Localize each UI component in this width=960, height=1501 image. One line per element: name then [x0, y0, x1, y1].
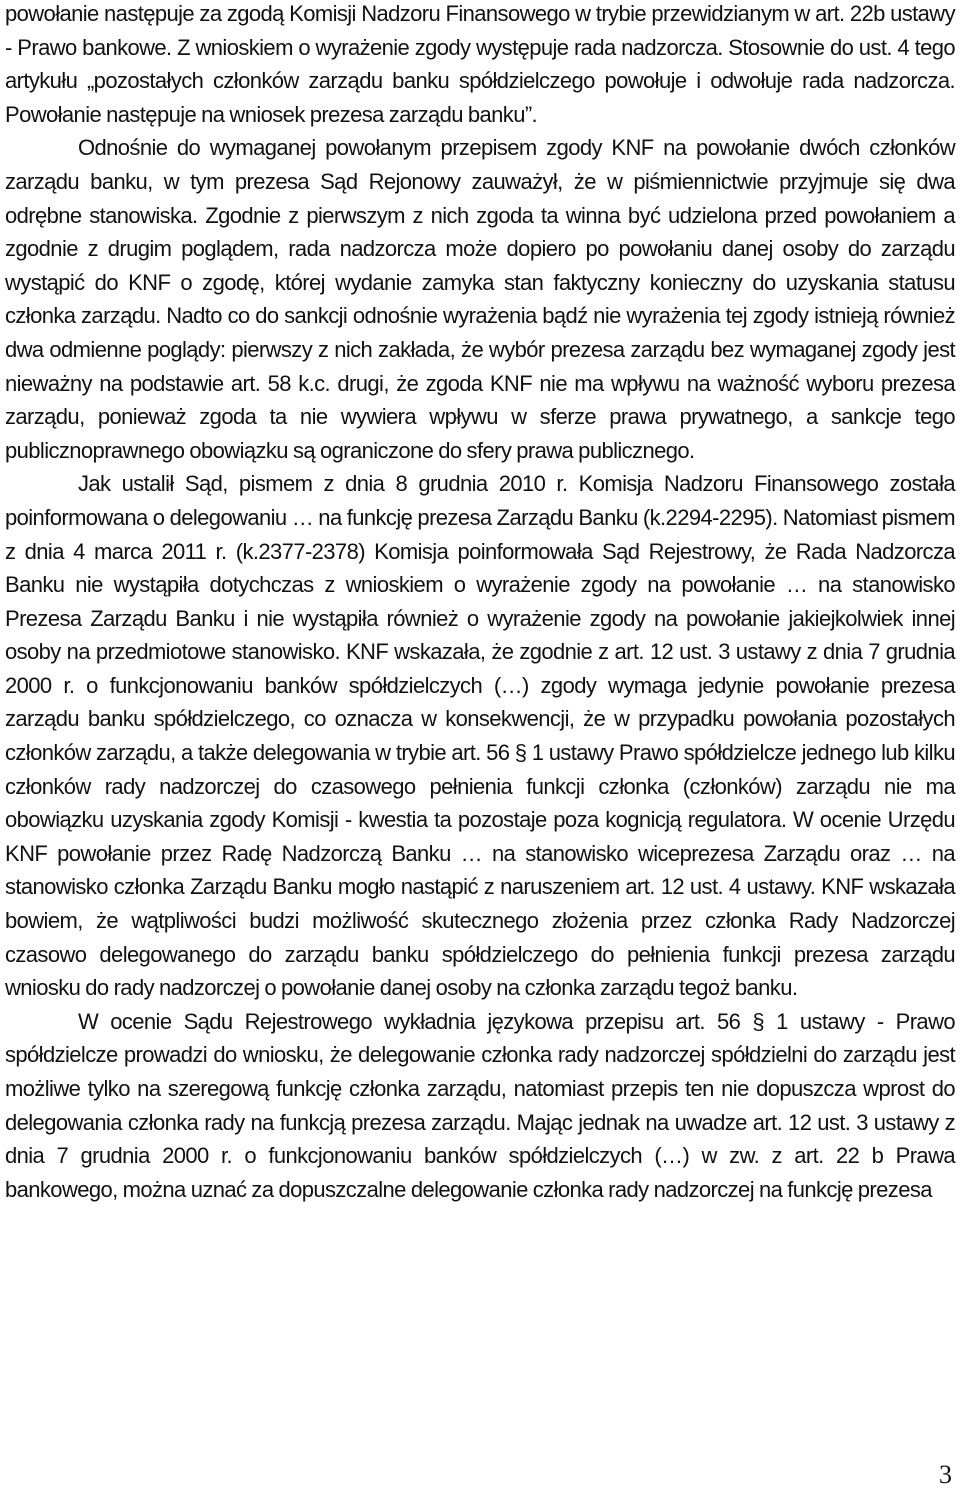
page-number: 3 [939, 1460, 952, 1489]
paragraph-2: Odnośnie do wymaganej powołanym przepisem zgody KNF na powołanie dwóch członków zarządu banku, w tym prezesa Sąd Rejonowy zauważył, że w piśmiennictwie przyjmuje się dwa odrębne stanowiska. Zgodnie z pierwszym z nich zgoda ta winna być udzielona przed powołaniem a zgodnie z drugim poglądem, rada nadzorcza może dopiero po powołaniu danej osoby do zarządu wystąpić do KNF o zgodę, której wydanie zamyka stan faktyczny konieczny do uzyskania statusu członka zarządu. Nadto co do sankcji odnośnie wyrażenia bądź nie wyrażenia tej zgody istnieją również dwa odmienne poglądy: pierwszy z nich zakłada, że wybór prezesa zarządu bez wymaganej zgody jest nieważny na podstawie art. 58 k.c. drugi, że zgoda KNF nie ma wpływu na ważność wyboru prezesa zarządu, ponieważ zgoda ta nie wywiera wpływu w sferze prawa prywatnego, a sankcje tego publicznoprawnego obowiązku są ograniczone do sfery prawa publicznego. [5, 135, 955, 463]
paragraph-3: Jak ustalił Sąd, pismem z dnia 8 grudnia 2010 r. Komisja Nadzoru Finansowego została poinformowana o delegowaniu … na funkcję prezesa Zarządu Banku (k.2294-2295). Natomiast pismem z dnia 4 marca 2011 r. (k.2377-2378) Komisja poinformowała Sąd Rejestrowy, że Rada Nadzorcza Banku nie wystąpiła dotychczas z wnioskiem o wyrażenie zgody na powołanie … na stanowisko Prezesa Zarządu Banku i nie wystąpiła również o wyrażenie zgody na powołanie jakiejkolwiek innej osoby na przedmiotowe stanowisko. KNF wskazała, że zgodnie z art. 12 ust. 3 ustawy z dnia 7 grudnia 2000 r. o funkcjonowaniu banków spółdzielczych (…) zgody wymaga jedynie powołanie prezesa zarządu banku spółdzielczego, co oznacza w konsekwencji, że w przypadku powołania pozostałych członków zarządu, a także delegowania w trybie art. 56 § 1 ustawy Prawo spółdzielcze jednego lub kilku członków rady nadzorczej do czasowego pełnienia funkcji członka (członków) zarządu nie ma obowiązku uzyskania zgody Komisji - kwestia ta pozostaje poza kognicją regulatora. W ocenie Urzędu KNF powołanie przez Radę Nadzorczą Banku … na stanowisko wiceprezesa Zarządu oraz … na stanowisko członka Zarządu Banku mogło nastąpić z naruszeniem art. 12 ust. 4 ustawy. KNF wskazała bowiem, że wątpliwości budzi możliwość skutecznego złożenia przez członka Rady Nadzorczej czasowo delegowanego do zarządu banku spółdzielczego do pełnienia funkcji prezesa zarządu wniosku do rady nadzorczej o powołanie danej osoby na członka zarządu tegoż banku. [5, 471, 955, 1001]
paragraph-1: powołanie następuje za zgodą Komisji Nadzoru Finansowego w trybie przewidzianym w art. 22b ustawy - Prawo bankowe. Z wnioskiem o wyrażenie zgody występuje rada nadzorcza. Stosownie do ust. 4 tego artykułu „pozostałych członków zarządu banku spółdzielczego powołuje i odwołuje rada nadzorcza. Powołanie następuje na wniosek prezesa zarządu banku”. [5, 1, 955, 127]
document-page [5, 0, 955, 1206]
paragraph-4: W ocenie Sądu Rejestrowego wykładnia językowa przepisu art. 56 § 1 ustawy - Prawo spółdzielcze prowadzi do wniosku, że delegowanie członka rady nadzorczej spółdzielni do zarządu jest możliwe tylko na szeregową funkcję członka zarządu, natomiast przepis ten nie dopuszcza wprost do delegowania członka rady na funkcją prezesa zarządu. Mając jednak na uwadze art. 12 ust. 3 ustawy z dnia 7 grudnia 2000 r. o funkcjonowaniu banków spółdzielczych (…) w zw. z art. 22 b Prawa bankowego, można uznać za dopuszczalne delegowanie członka rady nadzorczej na funkcję prezesa [5, 1008, 955, 1202]
